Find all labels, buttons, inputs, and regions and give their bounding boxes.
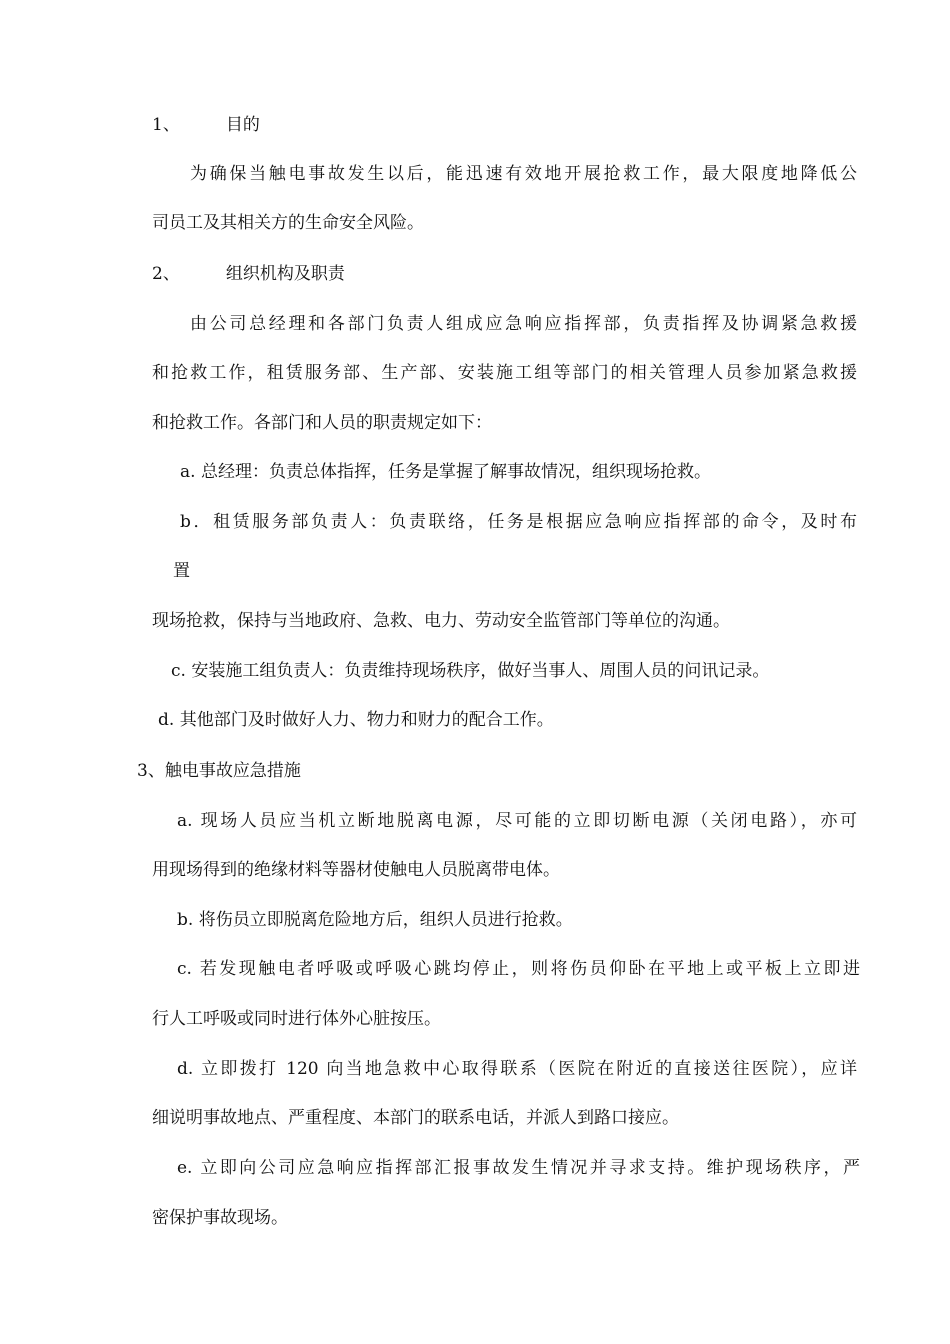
duty-a: a. 总经理：负责总体指挥，任务是掌握了解事故情况，组织现场抢救。 [180, 462, 711, 482]
duty-c: c. 安装施工组负责人：负责维持现场秩序，做好当事人、周围人员的问讯记录。 [171, 661, 770, 681]
measure-a-line-1: a. 现场人员应当机立断地脱离电源，尽可能的立即切断电源（关闭电路），亦可 [177, 811, 857, 831]
measure-c-line-1: c. 若发现触电者呼吸或呼吸心跳均停止，则将伤员仰卧在平地上或平板上立即进 [177, 959, 860, 979]
section-2-title: 组织机构及职责 [225, 264, 345, 284]
section-1-paragraph-line-1: 为确保当触电事故发生以后，能迅速有效地开展抢救工作，最大限度地降低公 [190, 164, 857, 184]
measure-a-line-2: 用现场得到的绝缘材料等器材使触电人员脱离带电体。 [152, 860, 560, 880]
duty-d: d. 其他部门及时做好人力、物力和财力的配合工作。 [158, 710, 554, 730]
measure-d-line-2: 细说明事故地点、严重程度、本部门的联系电话，并派人到路口接应。 [152, 1108, 679, 1128]
section-1-number: 1、 [152, 115, 180, 135]
duty-b-line-3: 现场抢救，保持与当地政府、急救、电力、劳动安全监管部门等单位的沟通。 [152, 611, 730, 631]
section-2-paragraph-line-1: 由公司总经理和各部门负责人组成应急响应指挥部，负责指挥及协调紧急救援 [190, 314, 857, 334]
section-1-title: 目的 [225, 115, 260, 135]
section-2-paragraph-line-3: 和抢救工作。各部门和人员的职责规定如下： [152, 413, 492, 433]
section-2-paragraph-line-2: 和抢救工作，租赁服务部、生产部、安装施工组等部门的相关管理人员参加紧急救援 [152, 363, 857, 383]
measure-e-line-2: 密保护事故现场。 [152, 1208, 288, 1228]
section-3-heading: 3、触电事故应急措施 [137, 761, 301, 781]
measure-b: b. 将伤员立即脱离危险地方后，组织人员进行抢救。 [177, 910, 573, 930]
section-2-number: 2、 [152, 264, 180, 284]
section-1-heading [152, 114, 260, 136]
measure-e-line-1: e. 立即向公司应急响应指挥部汇报事故发生情况并寻求支持。维护现场秩序，严 [177, 1158, 860, 1178]
measure-c-line-2: 行人工呼吸或同时进行体外心脏按压。 [152, 1009, 441, 1029]
section-1-paragraph-line-2: 司员工及其相关方的生命安全风险。 [152, 213, 424, 233]
duty-b-line-1: b．租赁服务部负责人：负责联络，任务是根据应急响应指挥部的命令，及时布 [180, 512, 857, 532]
section-2-heading [152, 263, 345, 285]
measure-d-line-1: d. 立即拨打 120 向当地急救中心取得联系（医院在附近的直接送往医院），应详 [177, 1059, 857, 1079]
duty-b-line-2: 置 [173, 561, 190, 581]
